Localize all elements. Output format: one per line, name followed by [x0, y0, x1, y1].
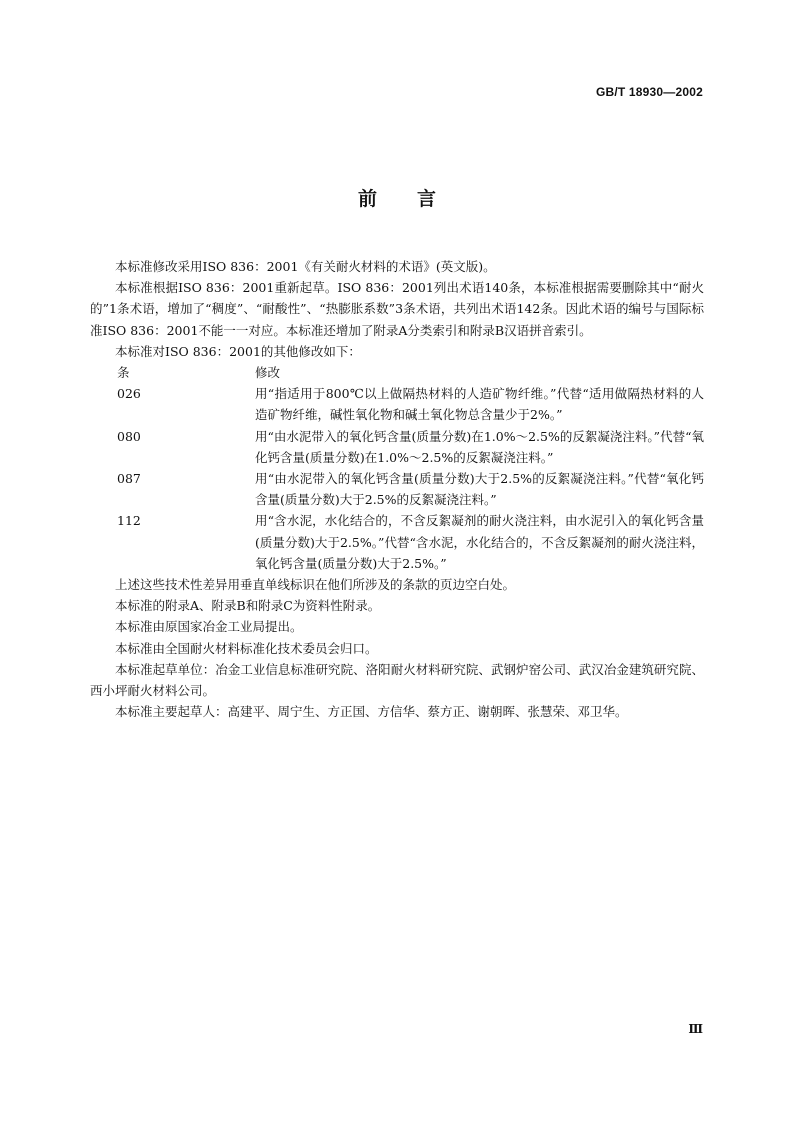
modification-table [90, 362, 704, 574]
modification-table-header [90, 362, 704, 383]
change-column-header: 修改 [255, 365, 281, 381]
clause-change: 用“含水泥，水化结合的，不含反絮凝剂的耐火浇注料，由水泥引入的氧化钙含量(质量分数)大于2.5%。”代替“含水泥，水化结合的，不含反絮凝剂的耐火浇注料，氧化钙含量(质量分数)大于2.5%。” [255, 513, 704, 571]
clause-number: 026 [117, 386, 141, 402]
modification-row [90, 510, 704, 574]
clause-change: 用“指适用于800℃以上做隔热材料的人造矿物纤维。”代替“适用做隔热材料的人造矿物纤维，碱性氧化物和碱土氧化物总含量少于2%。” [255, 386, 704, 423]
clause-number: 112 [117, 513, 141, 529]
paragraph-margin-marks: 上述这些技术性差异用垂直单线标识在他们所涉及的条款的页边空白处。 [115, 577, 516, 593]
paragraph-adoption: 本标准修改采用ISO 836：2001《有关耐火材料的术语》(英文版)。 [115, 259, 496, 274]
modification-row [90, 426, 704, 468]
page-title: 前言 [357, 188, 476, 210]
paragraph-drafters: 本标准主要起草人：高建平、周宁生、方正国、方信华、蔡方正、谢朝晖、张慧荣、邓卫华。 [115, 704, 628, 720]
paragraph-under-jurisdiction: 本标准由全国耐火材料标准化技术委员会归口。 [115, 640, 378, 656]
modification-row [90, 383, 704, 425]
clause-change: 用“由水泥带入的氧化钙含量(质量分数)在1.0%～2.5%的反絮凝浇注料。”代替“氧化钙含量(质量分数)在1.0%～2.5%的反絮凝浇注料。” [255, 428, 704, 465]
paragraph-drafting-units: 本标准起草单位：冶金工业信息标准研究院、洛阳耐火材料研究院、武钢炉窑公司、武汉冶金建筑研究院、西小坪耐火材料公司。 [90, 661, 704, 699]
standard-code: GB/T 18930—2002 [595, 85, 703, 99]
clause-number: 087 [117, 471, 141, 487]
paragraph-drafting: 本标准根据ISO 836：2001重新起草。ISO 836：2001列出术语140条，本标准根据需要删除其中“耐火的”1条术语，增加了“稠度”、“耐酸性”、“热膨胀系数”3条术语，共列出术语142条。因此术语的编号与国际标准ISO 836：2001不能一一对应。本标准还增加了附录A分类索引和附录B汉语拼音索引。 [90, 280, 704, 338]
foreword-body [90, 256, 704, 722]
paragraph-proposed-by: 本标准由原国家冶金工业局提出。 [115, 619, 303, 635]
paragraph-modifications-intro: 本标准对ISO 836：2001的其他修改如下： [115, 343, 361, 359]
modification-row [90, 468, 704, 510]
page-number: Ⅲ [688, 1022, 703, 1036]
paragraph-annexes: 本标准的附录A、附录B和附录C为资料性附录。 [115, 598, 381, 614]
clause-column-header: 条 [117, 365, 130, 381]
clause-number: 080 [117, 428, 141, 444]
clause-change: 用“由水泥带入的氧化钙含量(质量分数)大于2.5%的反絮凝浇注料。”代替“氧化钙含量(质量分数)大于2.5%的反絮凝浇注料。” [255, 471, 704, 508]
